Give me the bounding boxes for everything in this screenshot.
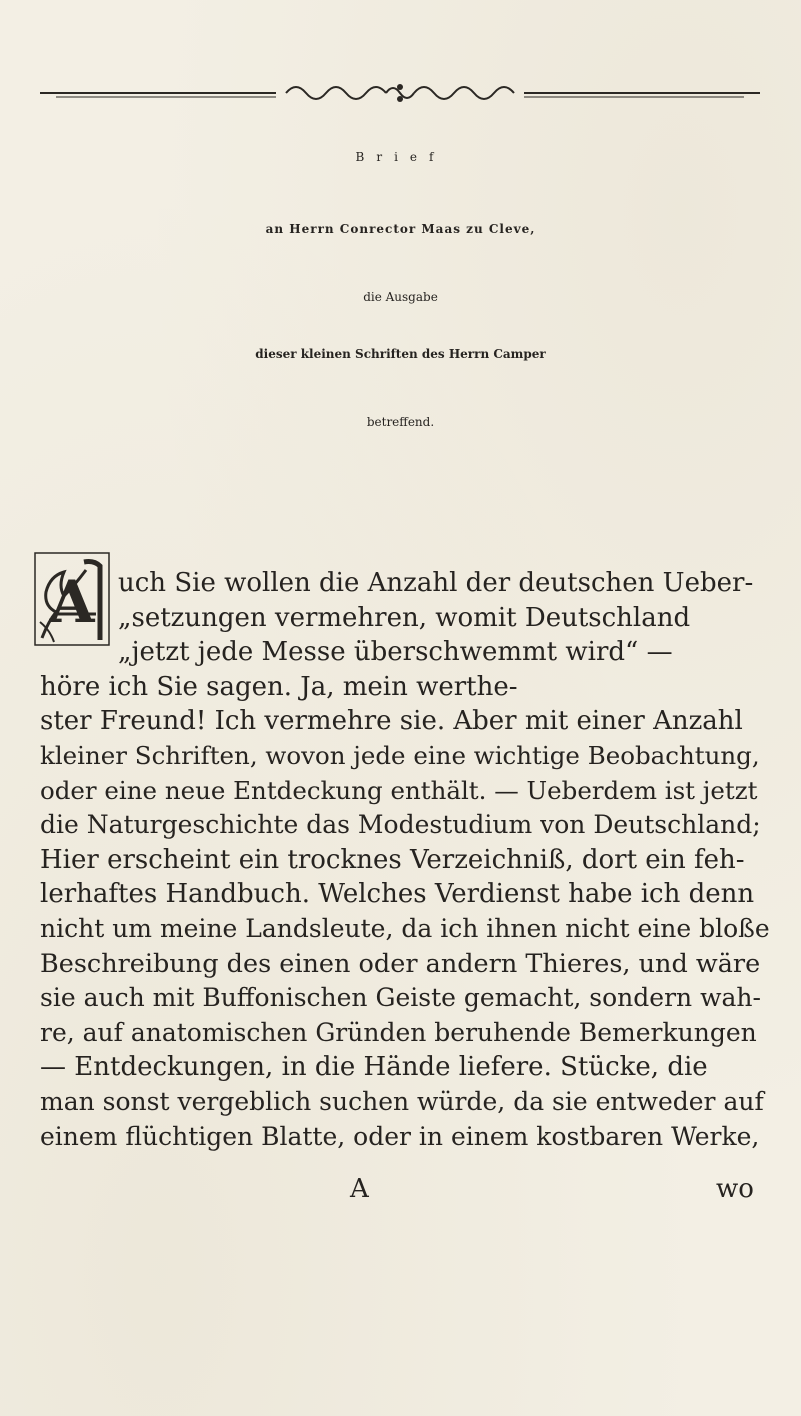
letter-subtitle-line-2: dieser kleinen Schriften des Herrn Camper bbox=[255, 347, 546, 361]
letter-addressee: an Herrn Conrector Maas zu Cleve, bbox=[265, 222, 536, 236]
text-line: kleiner Schriften, wovon jede eine wichtige Beobachtung, bbox=[40, 741, 760, 770]
text-line: oder eine neue Entdeckung enthält. — Ueberdem ist jetzt bbox=[40, 775, 758, 805]
letter-subtitle-line-1: die Ausgabe bbox=[363, 290, 438, 304]
text-line: höre ich Sie sagen. Ja, mein werthe- bbox=[40, 671, 518, 702]
drop-cap-letter: A bbox=[49, 568, 95, 636]
text-line: uch Sie wollen die Anzahl der deutschen Ueber- bbox=[118, 568, 754, 598]
drop-cap-initial bbox=[34, 552, 110, 646]
text-line: „setzungen vermehren, womit Deutschland bbox=[118, 602, 691, 633]
text-line: Hier erscheint ein trocknes Verzeichniß, dort ein feh- bbox=[40, 844, 745, 875]
catchword: wo bbox=[716, 1174, 754, 1204]
letter-title: Brief bbox=[355, 150, 446, 164]
text-line: re, auf anatomischen Gründen beruhende Bemerkungen bbox=[40, 1017, 757, 1047]
text-line: lerhaftes Handbuch. Welches Verdienst habe ich denn bbox=[40, 879, 755, 910]
header-ornament-icon bbox=[36, 80, 764, 106]
text-line: ster Freund! Ich vermehre sie. Aber mit einer Anzahl bbox=[40, 706, 743, 737]
text-line: man sonst vergeblich suchen würde, da sie entweder auf bbox=[40, 1087, 764, 1116]
letter-subtitle-line-3: betreffend. bbox=[366, 415, 435, 429]
text-line: — Entdeckungen, in die Hände liefere. Stücke, die bbox=[40, 1052, 708, 1083]
text-line: sie auch mit Buffonischen Geiste gemacht, sondern wah- bbox=[40, 983, 761, 1013]
text-line: die Naturgeschichte das Modestudium von Deutschland; bbox=[40, 810, 761, 840]
signature-mark: A bbox=[350, 1174, 369, 1204]
text-line: „jetzt jede Messe überschwemmt wird“ — bbox=[118, 637, 673, 668]
text-line: Beschreibung des einen oder andern Thieres, und wäre bbox=[40, 948, 761, 979]
text-line: nicht um meine Landsleute, da ich ihnen nicht eine bloße bbox=[40, 914, 770, 943]
text-line: einem flüchtigen Blatte, oder in einem kostbaren Werke, bbox=[40, 1121, 760, 1151]
